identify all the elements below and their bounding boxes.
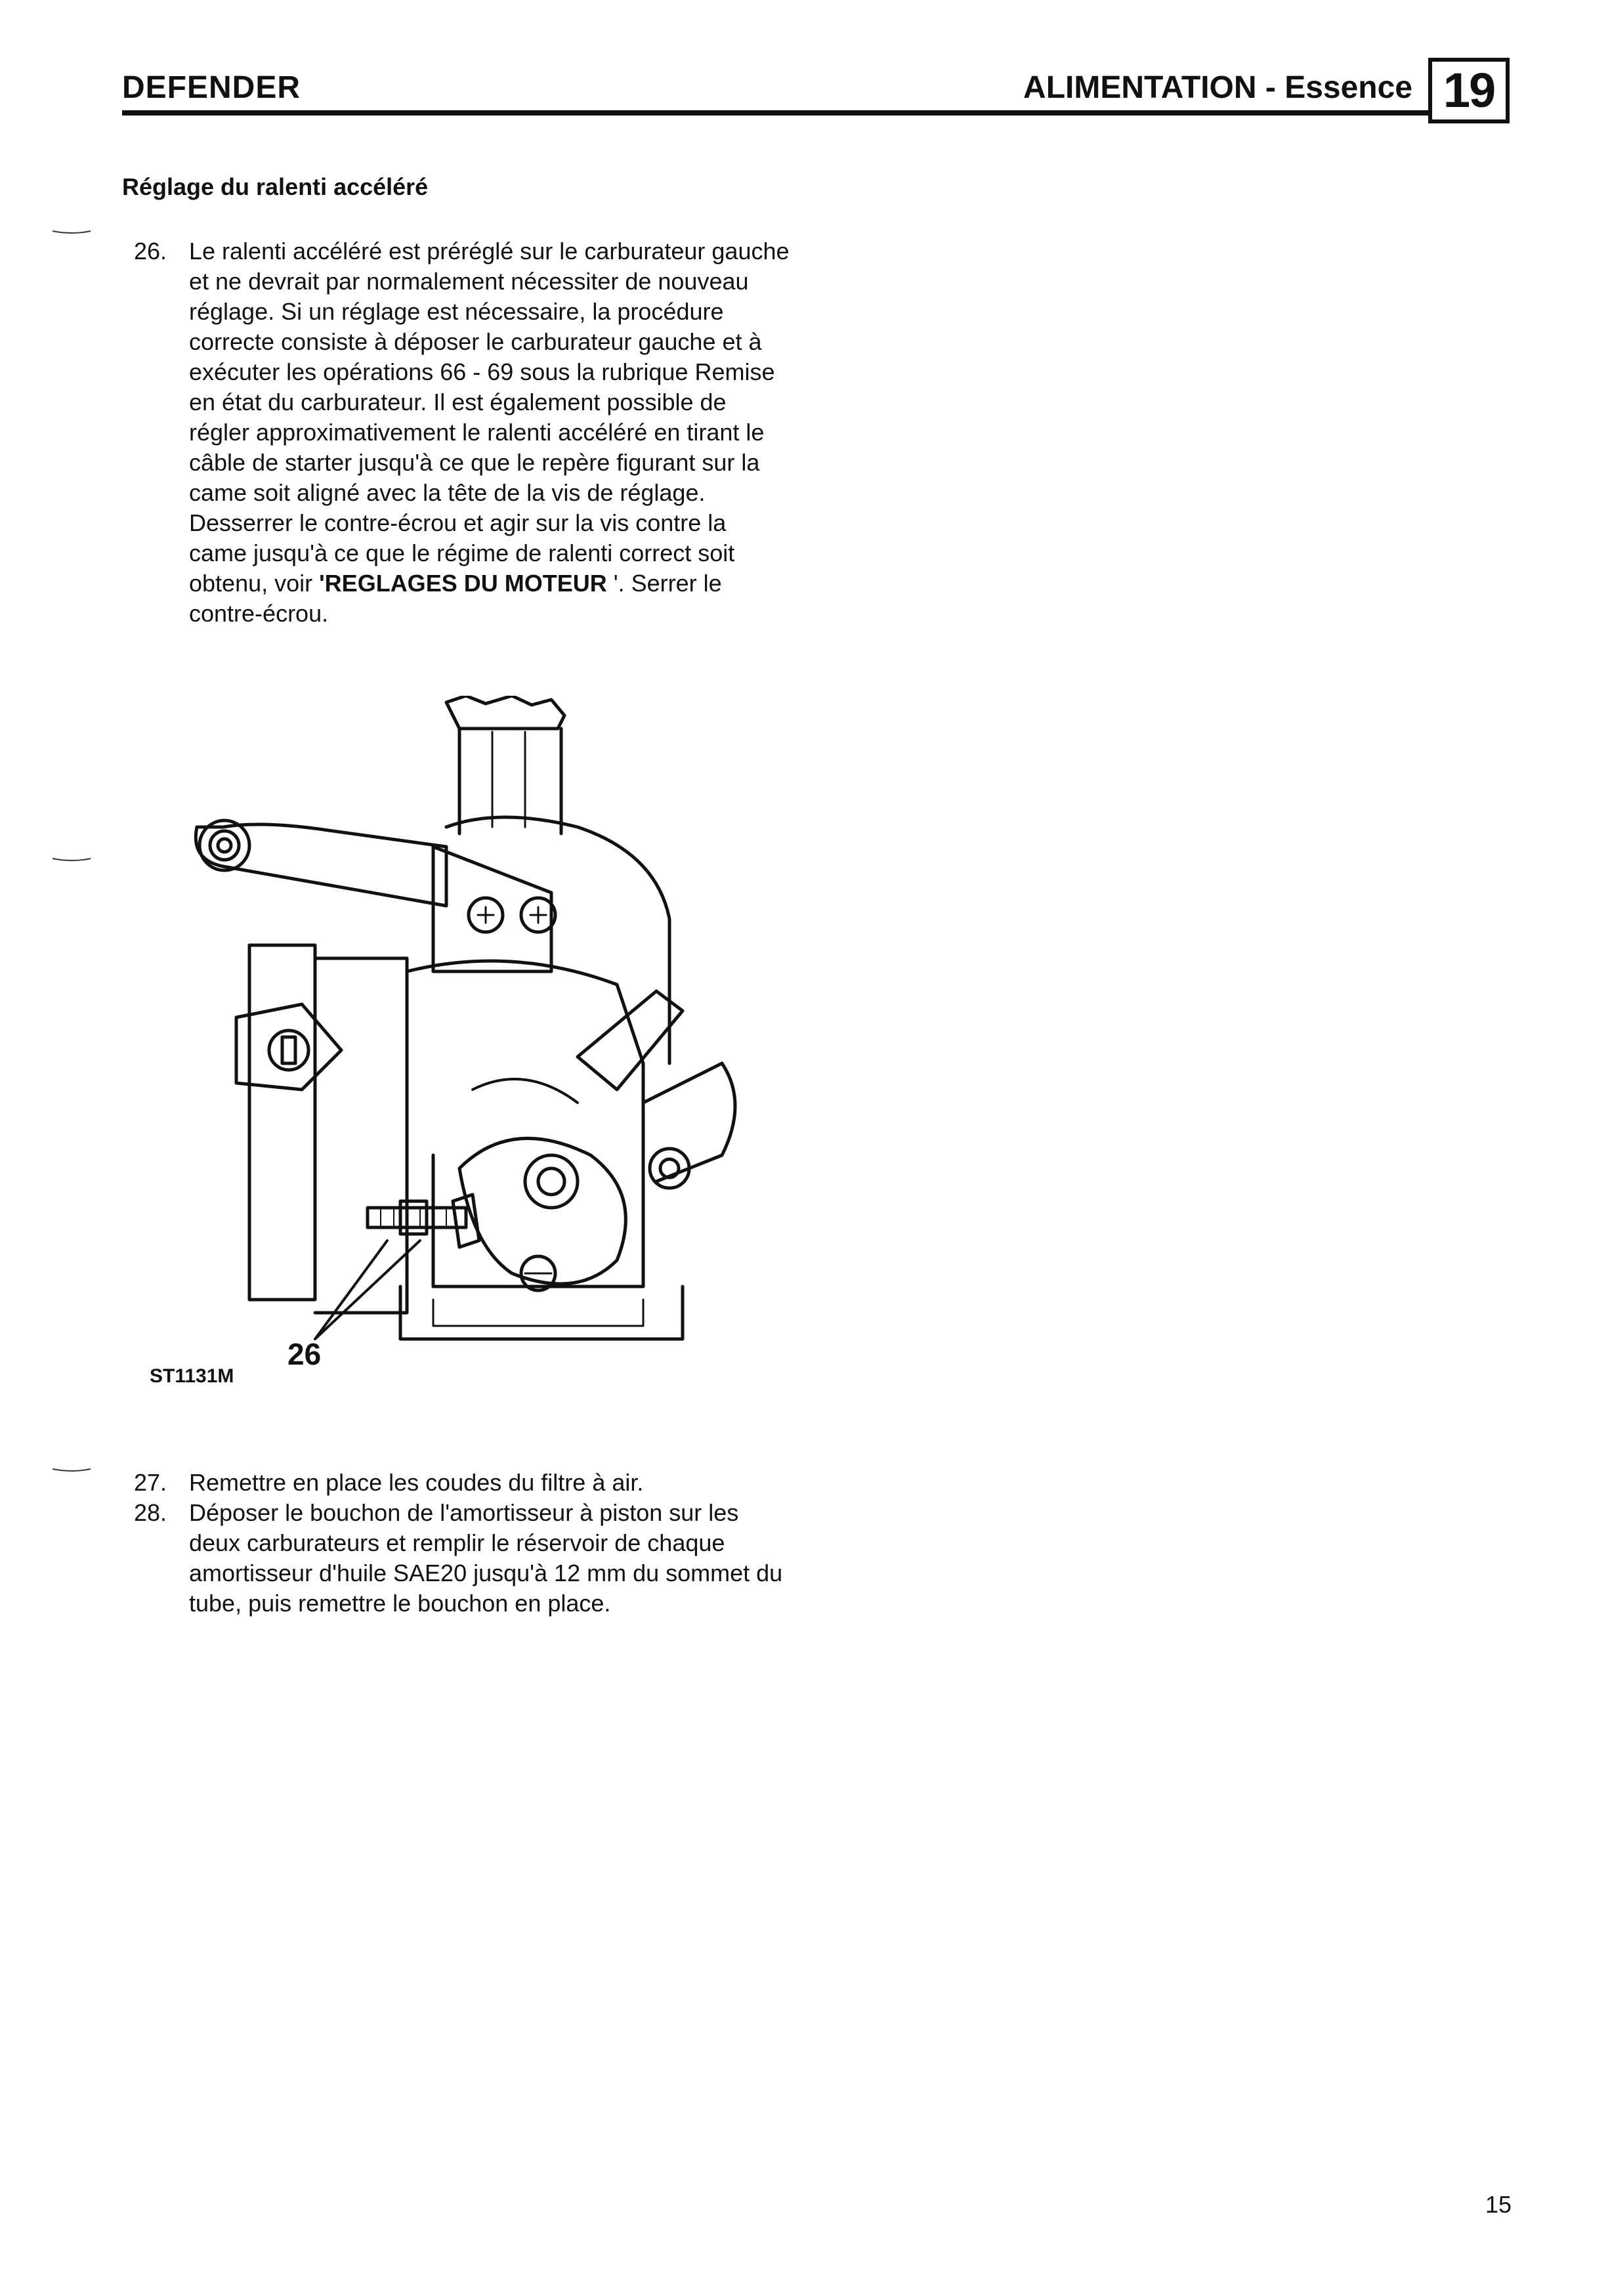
fast-idle-cam — [459, 1138, 625, 1284]
callout-leader — [315, 1241, 420, 1339]
damper-cap — [446, 696, 564, 729]
step-26 — [134, 236, 790, 629]
fast-idle-screw — [368, 1208, 466, 1227]
choke-linkage — [578, 991, 683, 1090]
step-27 — [134, 1468, 790, 1498]
step-number: 28. — [134, 1499, 167, 1526]
main-body — [407, 961, 643, 1286]
step-text: Déposer le bouchon de l'amortisseur à piston sur les deux carburateurs et remplir le réservoir de chaque amortisseur d'huile SAE20 jusqu'à 12 mm du sommet du tube, puis remettre le bouchon en place. — [189, 1499, 783, 1617]
cross-reference: 'REGLAGES DU MOTEUR — [319, 570, 607, 597]
section-number-box: 19 — [1428, 58, 1510, 123]
section-title: Réglage du ralenti accéléré — [122, 173, 429, 200]
page-number: 15 — [1485, 2191, 1512, 2218]
step-28 — [134, 1498, 790, 1619]
wing-nut — [236, 1004, 341, 1090]
page-header — [122, 58, 1510, 117]
carburettor-illustration — [184, 696, 774, 1378]
step-number: 27. — [134, 1469, 167, 1496]
margin-mark — [53, 857, 92, 862]
margin-mark — [53, 230, 92, 235]
cam-pivot — [525, 1155, 578, 1208]
step-text: Remettre en place les coudes du filtre à air. — [189, 1469, 644, 1496]
float-chamber — [249, 945, 315, 1300]
carburettor-base — [400, 1286, 683, 1339]
figure-callout: 26 — [287, 1337, 322, 1371]
throttle-lever — [196, 824, 446, 906]
figure-code: ST1131M — [150, 1365, 234, 1387]
header-rule — [122, 110, 1431, 116]
step-text: Le ralenti accéléré est préréglé sur le carburateur gauche et ne devrait par normalement nécessiter de nouveau réglage. Si un réglage est nécessaire, la procédure correcte consiste à déposer le carburateur gauche et à exécuter les opérations 66 - 69 sous la rubrique Remise en état du carburateur. Il est également possible de régler approximativement le ralenti accéléré en tirant le câble de starter jusqu'à ce que le repère figurant sur la came soit aligné avec la tête de la vis de réglage. Desserrer le contre-écrou et agir sur la vis contre la came jusqu'à ce que le régime de ralenti correct soit obtenu, voir 'REGLAGES DU MOTEUR '. Serrer le contre-écrou. — [189, 238, 790, 627]
margin-mark — [53, 1468, 92, 1473]
carburettor-body — [446, 817, 669, 1063]
header-chapter: ALIMENTATION - Essence — [1023, 70, 1412, 105]
mounting-bracket — [433, 847, 551, 971]
header-model: DEFENDER — [122, 70, 301, 105]
step-number: 26. — [134, 238, 167, 265]
